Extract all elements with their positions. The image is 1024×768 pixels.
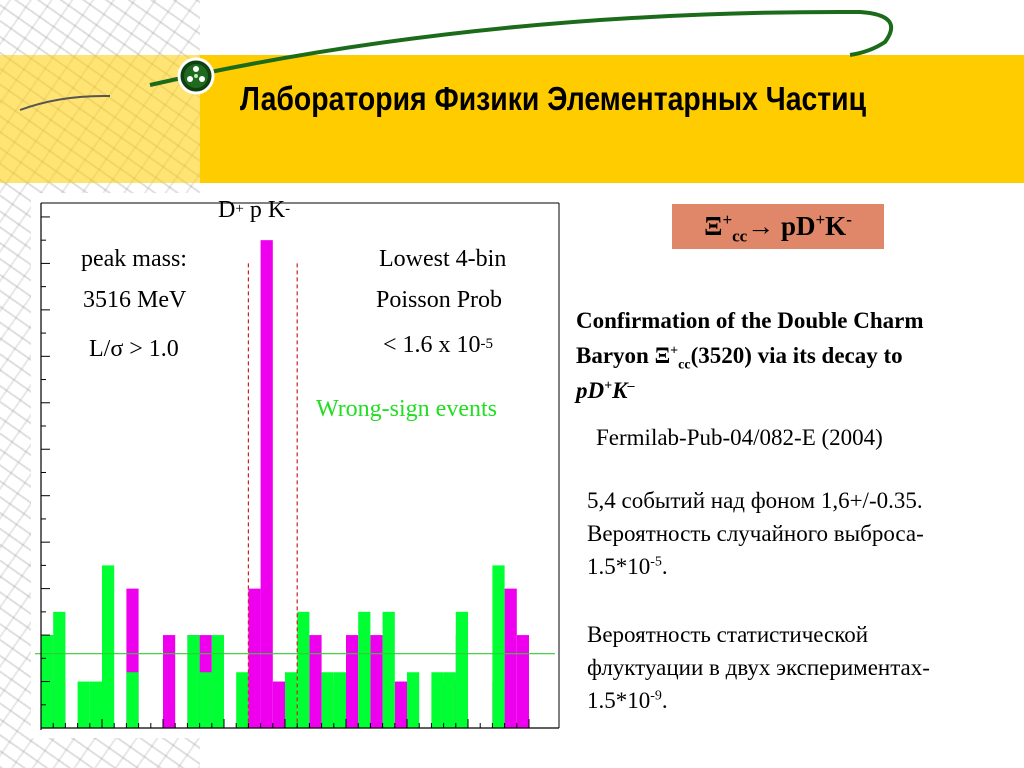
events-paragraph	[587, 484, 1017, 583]
right-sign-bar	[517, 635, 529, 728]
right-sign-bar	[505, 589, 517, 728]
events-line2: Вероятность случайного выброса-	[587, 521, 924, 546]
wrong-sign-bar	[456, 612, 468, 728]
right-sign-bar	[273, 682, 285, 728]
wrong-sign-bar	[322, 672, 334, 728]
histogram-plot	[31, 193, 561, 738]
right-sign-bar	[370, 635, 382, 728]
poisson-line1: Lowest 4-bin	[379, 246, 507, 272]
right-sign-bar	[395, 682, 407, 728]
wrong-sign-bar	[407, 672, 419, 728]
fluctuation-paragraph	[587, 618, 1017, 717]
wrong-sign-bar	[431, 672, 443, 728]
events-line3: $1.5*10^{-5}$.	[587, 554, 668, 579]
significance-label: L/σ > 1.0	[89, 336, 179, 362]
fluctuation-line3: $1.5*10^{-9}$.	[587, 688, 668, 713]
wrong-sign-bar	[236, 672, 248, 728]
peak-mass-label: peak mass:	[81, 246, 187, 272]
wrong-sign-bar	[358, 612, 370, 728]
legend-wrong-sign: Wrong-sign events	[316, 396, 497, 422]
atom-logo-icon	[179, 59, 213, 93]
wrong-sign-bar	[383, 612, 395, 728]
wrong-sign-bar	[334, 672, 346, 728]
histogram-chart	[31, 193, 561, 738]
confirmation-line1: Confirmation of the Double Charm	[576, 308, 924, 333]
page-title: Лаборатория Физики Элементарных Частиц	[240, 80, 867, 117]
confirmation-text	[576, 303, 1016, 408]
events-line1: 5,4 событий над фоном 1,6+/-0.35.	[587, 488, 923, 513]
wrong-sign-bar	[212, 635, 224, 728]
wrong-sign-bar	[78, 682, 90, 728]
wrong-sign-bar	[492, 565, 504, 728]
wrong-sign-bar	[90, 682, 102, 728]
wrong-sign-bar	[285, 672, 297, 728]
poisson-line3: < 1.6 x $10^{-5}$	[383, 332, 494, 358]
fluctuation-line2: флуктуации в двух экспериментах-	[587, 655, 930, 680]
poisson-line2: Poisson Prob	[376, 287, 503, 313]
right-sign-bar	[163, 635, 175, 728]
wrong-sign-bar	[200, 672, 212, 728]
wrong-sign-bar	[53, 612, 65, 728]
wrong-sign-bar	[444, 672, 456, 728]
confirmation-line3: pD+K–	[576, 378, 635, 403]
right-sign-bar	[309, 635, 321, 728]
chart-title: D+ p K-	[218, 197, 291, 223]
right-sign-bar	[248, 589, 260, 728]
reference-citation: Fermilab-Pub-04/082-E (2004)	[596, 425, 883, 450]
wrong-sign-bar	[126, 672, 138, 728]
wrong-sign-bar	[297, 612, 309, 728]
right-sign-bar	[261, 240, 273, 728]
decay-formula-box: $\Xi^+_{cc}\to pD^+K^-$	[672, 204, 884, 249]
wrong-sign-bar	[187, 635, 199, 728]
wrong-sign-bar	[102, 565, 114, 728]
confirmation-line2: Baryon $\Xi^+_{cc}(3520)$ via its decay to	[576, 343, 903, 373]
fluctuation-line1: Вероятность статистической	[587, 622, 869, 647]
right-sign-bar	[346, 635, 358, 728]
peak-mass-value: 3516 MeV	[83, 287, 187, 313]
